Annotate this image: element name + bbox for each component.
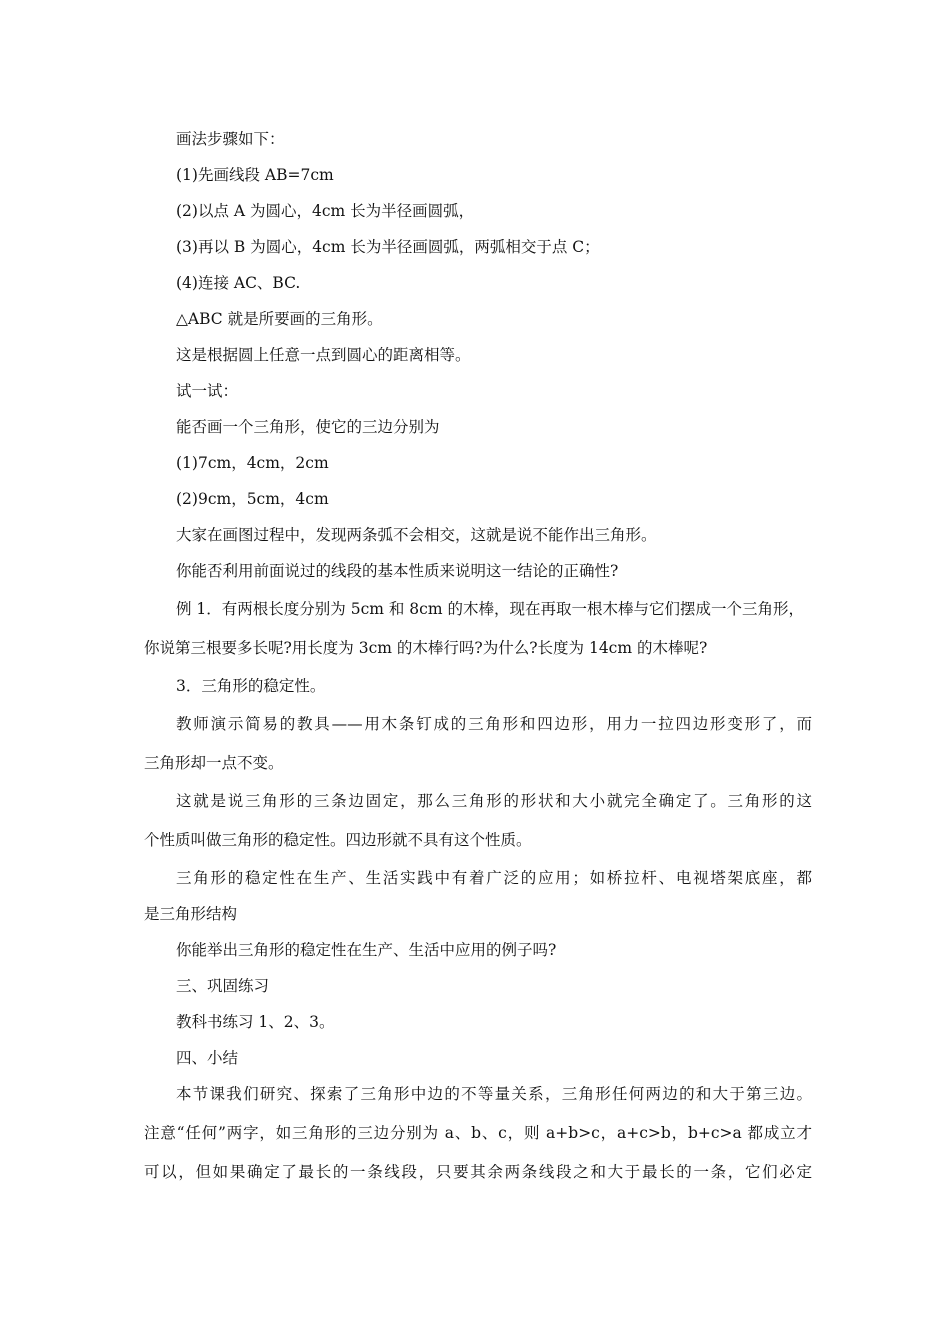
summary-line-2: 注意“任何”两字，如三角形的三边分别为 a、b、c，则 a+b>c，a+c>b，b+c>a 都成立才 (144, 1124, 812, 1142)
observation-text: 大家在画图过程中，发现两条弧不会相交，这就是说不能作出三角形。 (176, 526, 657, 544)
summary-line-1: 本节课我们研究、探索了三角形中边的不等量关系，三角形任何两边的和大于第三边。 (176, 1085, 812, 1103)
application-line-2: 是三角形结构 (144, 905, 238, 923)
drawing-steps-heading: 画法步骤如下： (176, 130, 285, 148)
summary-heading: 四、小结 (176, 1049, 239, 1067)
try-it-question: 能否画一个三角形，使它的三边分别为 (176, 418, 440, 436)
example-1-line-2: 你说第三根要多长呢?用长度为 3cm 的木棒行吗?为什么?长度为 14cm 的木棒呢? (144, 639, 708, 657)
practice-text: 教科书练习 1、2、3。 (176, 1013, 335, 1031)
summary-line-3: 可以，但如果确定了最长的一条线段，只要其余两条线段之和大于最长的一条，它们必定 (144, 1163, 812, 1181)
example-1-line-1: 例 1．有两根长度分别为 5cm 和 8cm 的木棒，现在再取一根木棒与它们摆成一个三角形， (176, 600, 804, 618)
reason-text: 这是根据圆上任意一点到圆心的距离相等。 (176, 346, 471, 364)
stability-explanation-line-1: 这就是说三角形的三条边固定，那么三角形的形状和大小就完全确定了。三角形的这 (176, 792, 812, 810)
practice-heading: 三、巩固练习 (176, 977, 270, 995)
property-question: 你能否利用前面说过的线段的基本性质来说明这一结论的正确性? (176, 562, 619, 580)
try-it-heading: 试一试： (176, 382, 239, 400)
try-case-2: (2)9cm，5cm，4cm (176, 490, 329, 508)
demo-text-line-1: 教师演示简易的教具——用木条钉成的三角形和四边形，用力一拉四边形变形了，而 (176, 715, 812, 733)
application-question: 你能举出三角形的稳定性在生产、生活中应用的例子吗? (176, 941, 557, 959)
step-1: (1)先画线段 AB=7cm (176, 166, 334, 184)
step-4: (4)连接 AC、BC. (176, 274, 301, 292)
demo-text-line-2: 三角形却一点不变。 (144, 754, 284, 772)
step-2: (2)以点 A 为圆心，4cm 长为半径画圆弧， (176, 202, 475, 220)
triangle-result: △ABC 就是所要画的三角形。 (176, 310, 383, 328)
stability-explanation-line-2: 个性质叫做三角形的稳定性。四边形就不具有这个性质。 (144, 831, 532, 849)
section-stability-heading: 3．三角形的稳定性。 (176, 677, 326, 695)
document-body (144, 128, 812, 1184)
application-line-1: 三角形的稳定性在生产、生活实践中有着广泛的应用；如桥拉杆、电视塔架底座，都 (176, 869, 812, 887)
try-case-1: (1)7cm，4cm，2cm (176, 454, 329, 472)
step-3: (3)再以 B 为圆心，4cm 长为半径画圆弧，两弧相交于点 C； (176, 238, 600, 256)
